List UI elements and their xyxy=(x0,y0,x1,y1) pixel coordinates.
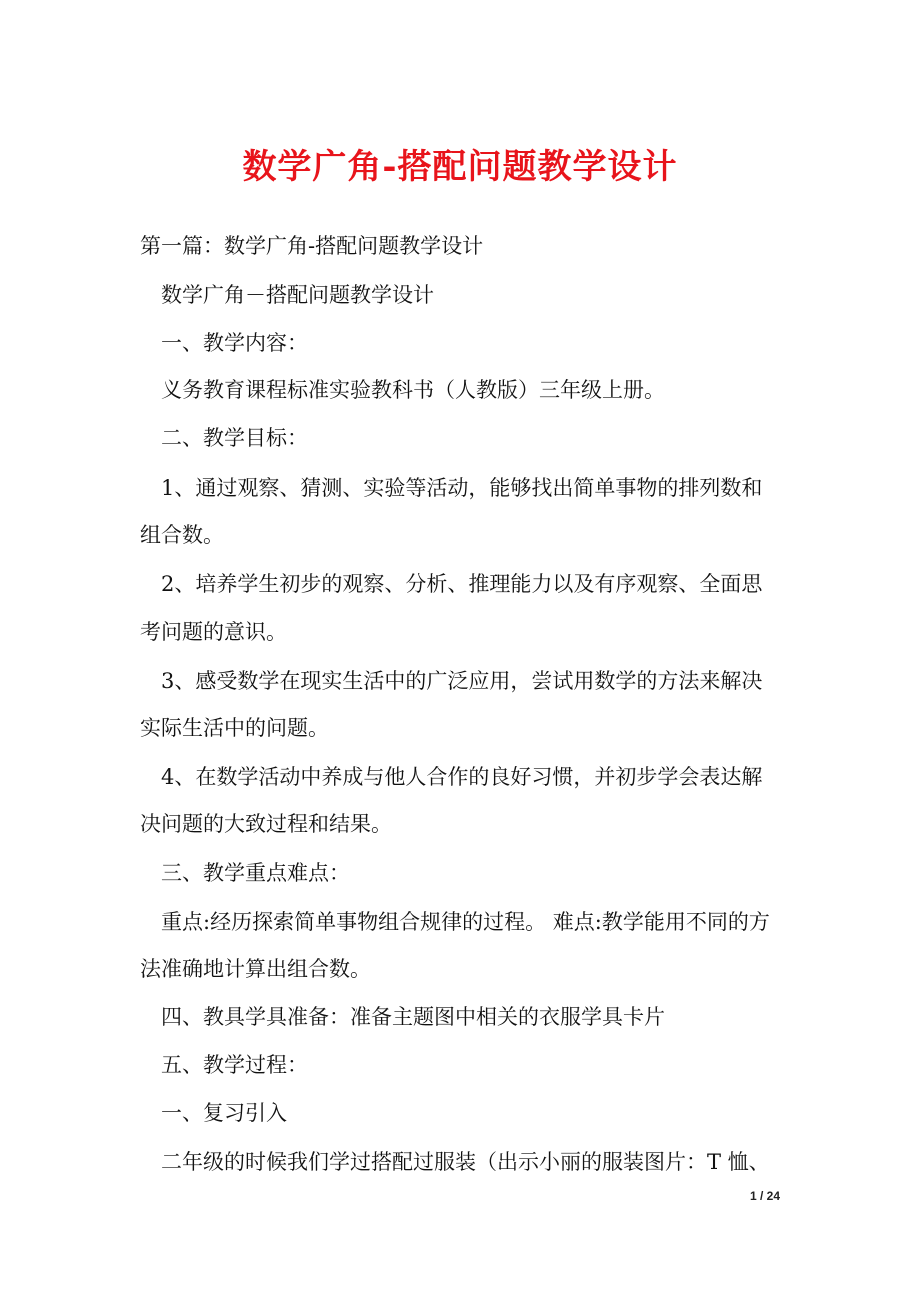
paragraph-line: 四、教具学具准备：准备主题图中相关的衣服学具卡片 xyxy=(161,1005,665,1029)
paragraph-line: 数学广角－搭配问题教学设计 xyxy=(161,283,434,307)
paragraph-line: 三、教学重点难点： xyxy=(161,861,350,885)
paragraph-line: 考问题的意识。 xyxy=(140,620,287,644)
paragraph-line: 义务教育课程标准实验教科书（人教版）三年级上册。 xyxy=(161,378,665,402)
paragraph-line: 决问题的大致过程和结果。 xyxy=(140,812,392,836)
paragraph-line: 4、在数学活动中养成与他人合作的良好习惯，并初步学会表达解 xyxy=(161,765,763,789)
paragraph-line: 3、感受数学在现实生活中的广泛应用，尝试用数学的方法来解决 xyxy=(161,669,763,693)
paragraph-line: 五、教学过程： xyxy=(161,1053,308,1077)
document-title: 数学广角-搭配问题教学设计 xyxy=(242,147,678,187)
paragraph-line: 1、通过观察、猜测、实验等活动，能够找出简单事物的排列数和 xyxy=(161,476,763,500)
paragraph-line: 二年级的时候我们学过搭配过服装（出示小丽的服装图片：T 恤、 xyxy=(161,1150,770,1174)
paragraph-line: 重点:经历探索简单事物组合规律的过程。 难点:教学能用不同的方 xyxy=(161,910,770,934)
paragraph-line: 组合数。 xyxy=(140,523,224,547)
paragraph-line: 一、教学内容： xyxy=(161,331,308,355)
paragraph-line: 法准确地计算出组合数。 xyxy=(140,957,371,981)
page-number: 1 / 24 xyxy=(749,1189,780,1203)
paragraph-line: 2、培养学生初步的观察、分析、推理能力以及有序观察、全面思 xyxy=(161,572,763,596)
paragraph-line: 二、教学目标： xyxy=(161,426,308,450)
paragraph-line: 实际生活中的问题。 xyxy=(140,716,329,740)
section-heading: 第一篇：数学广角-搭配问题教学设计 xyxy=(140,234,484,258)
paragraph-line: 一、复习引入 xyxy=(161,1101,287,1125)
